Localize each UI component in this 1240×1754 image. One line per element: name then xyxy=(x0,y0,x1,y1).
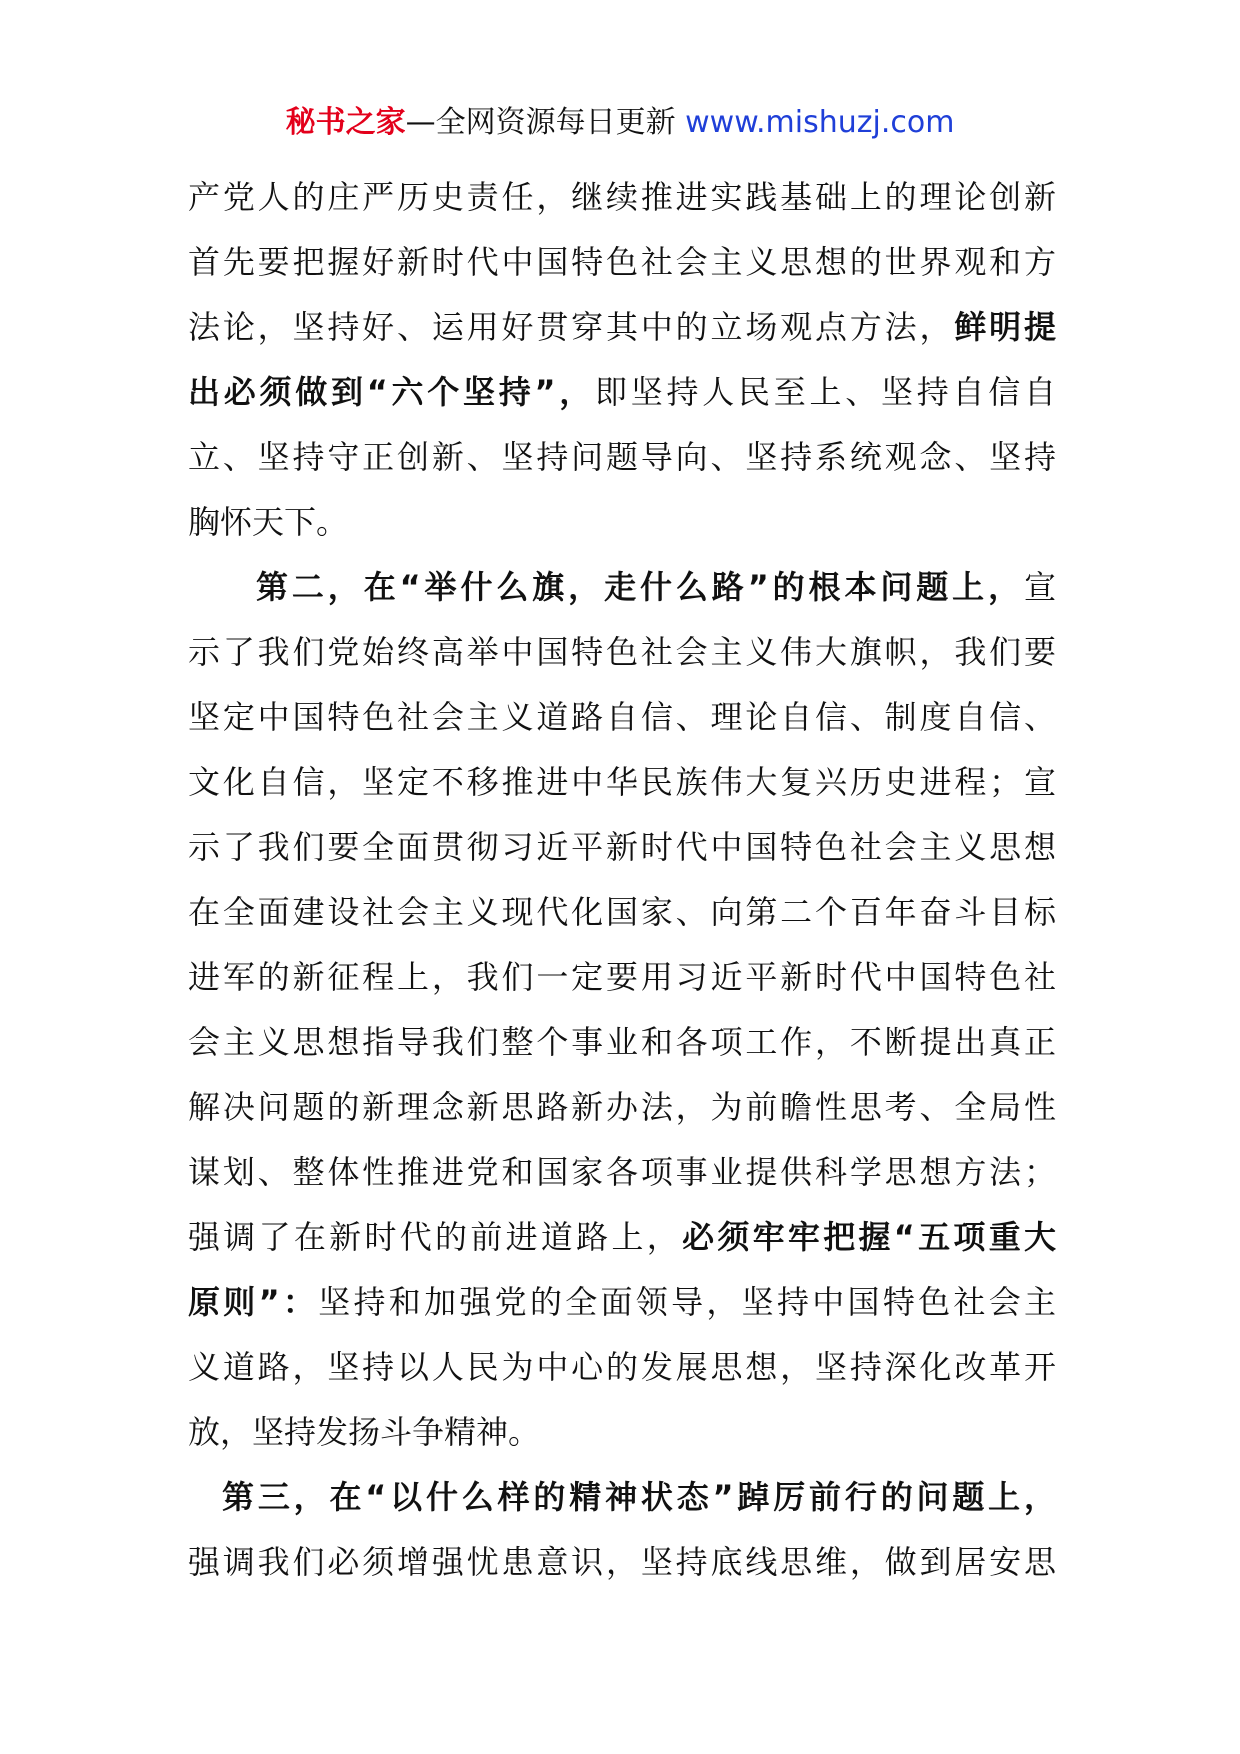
body-text: 示了我们党始终高举中国特色社会主义伟大旗帜，我们要 xyxy=(188,633,1056,671)
text-line xyxy=(188,1140,1056,1205)
body-text: 文化自信，坚定不移推进中华民族伟大复兴历史进程；宣 xyxy=(188,763,1056,801)
text-line xyxy=(188,490,1056,555)
text-line xyxy=(188,1465,1056,1530)
text-line xyxy=(188,165,1056,230)
text-line xyxy=(188,1010,1056,1075)
body-text: 强调了在新时代的前进道路上， xyxy=(188,1218,683,1256)
text-line xyxy=(188,750,1056,815)
text-line xyxy=(188,1205,1056,1270)
text-line xyxy=(188,1530,1056,1595)
text-line xyxy=(188,685,1056,750)
body-text: 会主义思想指导我们整个事业和各项工作，不断提出真正 xyxy=(188,1023,1056,1061)
body-text: 进军的新征程上，我们一定要用习近平新时代中国特色社 xyxy=(188,958,1056,996)
text-line xyxy=(188,295,1056,360)
site-header xyxy=(0,100,1240,146)
body-text: 坚持和加强党的全面领导，坚持中国特色社会主 xyxy=(318,1283,1056,1321)
bold-text: 出必须做到“六个坚持”， xyxy=(188,373,596,411)
body-text: 谋划、整体性推进党和国家各项事业提供科学思想方法； xyxy=(188,1153,1056,1191)
text-line xyxy=(188,555,1056,620)
bold-text: 第三，在“以什么样的精神状态”踔厉前行的问题上， xyxy=(222,1478,1056,1516)
site-tagline: —全网资源每日更新 xyxy=(405,105,686,140)
body-text: 放，坚持发扬斗争精神。 xyxy=(188,1413,541,1451)
text-line xyxy=(188,815,1056,880)
body-text: 产党人的庄严历史责任，继续推进实践基础上的理论创新 xyxy=(188,178,1056,216)
body-text: 义道路，坚持以人民为中心的发展思想，坚持深化改革开 xyxy=(188,1348,1056,1386)
text-line xyxy=(188,1075,1056,1140)
text-line xyxy=(188,360,1056,425)
text-line xyxy=(188,230,1056,295)
bold-text: 第二，在“举什么旗，走什么路”的根本问题上， xyxy=(256,568,1024,606)
body-text: 示了我们要全面贯彻习近平新时代中国特色社会主义思想 xyxy=(188,828,1056,866)
text-line xyxy=(188,945,1056,1010)
document-body xyxy=(188,165,1056,1595)
text-line xyxy=(188,1270,1056,1335)
text-line xyxy=(188,880,1056,945)
bold-text: 原则”： xyxy=(188,1283,319,1321)
body-text: 强调我们必须增强忧患意识，坚持底线思维，做到居安思 xyxy=(188,1543,1056,1581)
body-text: 解决问题的新理念新思路新办法，为前瞻性思考、全局性 xyxy=(188,1088,1056,1126)
text-line xyxy=(188,1335,1056,1400)
body-text: 胸怀天下。 xyxy=(188,503,349,541)
body-text: 宣 xyxy=(1023,568,1056,606)
text-line xyxy=(188,1400,1056,1465)
site-url-link[interactable]: www.mishuzj.com xyxy=(685,105,955,140)
bold-text: 鲜明提 xyxy=(954,308,1056,346)
site-brand: 秘书之家 xyxy=(285,105,406,140)
body-text: 即坚持人民至上、坚持自信自 xyxy=(595,373,1056,411)
text-line xyxy=(188,425,1056,490)
bold-text: 必须牢牢把握“五项重大 xyxy=(682,1218,1056,1256)
text-line xyxy=(188,620,1056,685)
body-text: 首先要把握好新时代中国特色社会主义思想的世界观和方 xyxy=(188,243,1056,281)
body-text: 坚定中国特色社会主义道路自信、理论自信、制度自信、 xyxy=(188,698,1056,736)
body-text: 法论，坚持好、运用好贯穿其中的立场观点方法， xyxy=(188,308,955,346)
body-text: 在全面建设社会主义现代化国家、向第二个百年奋斗目标 xyxy=(188,893,1056,931)
body-text: 立、坚持守正创新、坚持问题导向、坚持系统观念、坚持 xyxy=(188,438,1056,476)
